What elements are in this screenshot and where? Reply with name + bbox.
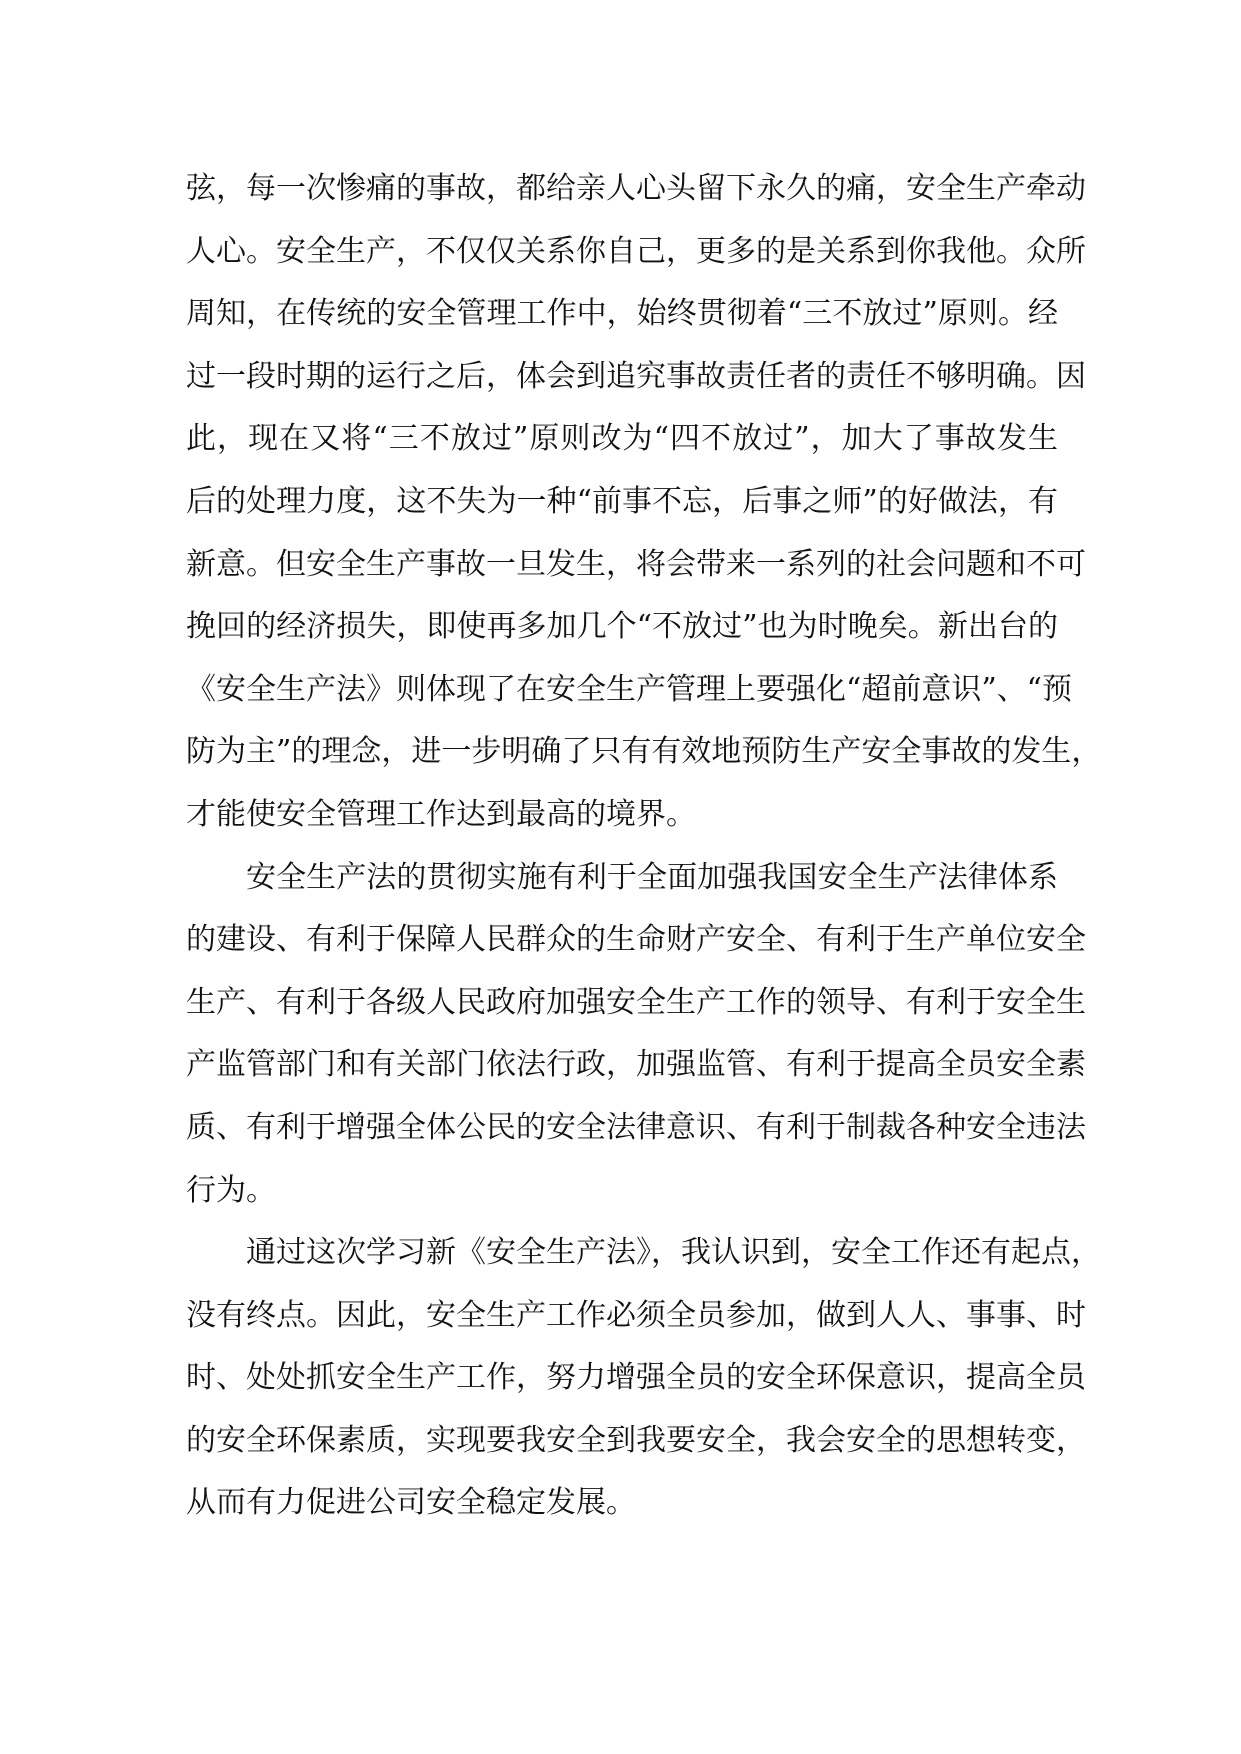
paragraph-1	[186, 158, 1102, 847]
text-line: 的安全环保素质，实现要我安全到我要安全，我会安全的思想转变，	[186, 1422, 1086, 1458]
text-line: 从而有力促进公司安全稳定发展。	[186, 1485, 636, 1521]
paragraph-2	[186, 847, 1086, 1223]
text-line: 后的处理力度，这不失为一种“前事不忘，后事之师”的好做法，有	[186, 483, 1058, 519]
text-line: 防为主”的理念，进一步明确了只有有效地预防生产安全事故的发生，	[186, 734, 1102, 770]
text-line: 过一段时期的运行之后，体会到追究事故责任者的责任不够明确。因	[186, 358, 1086, 394]
text-line: 行为。	[186, 1172, 276, 1208]
text-line: 此，现在又将“三不放过”原则改为“四不放过”，加大了事故发生	[186, 421, 1058, 457]
text-line: 弦，每一次惨痛的事故，都给亲人心头留下永久的痛，安全生产牵动	[186, 171, 1086, 206]
text-line: 产监管部门和有关部门依法行政，加强监管、有利于提高全员安全素	[186, 1047, 1086, 1083]
text-line: 的建设、有利于保障人民群众的生命财产安全、有利于生产单位安全	[186, 922, 1086, 958]
text-line: 才能使安全管理工作达到最高的境界。	[186, 796, 696, 832]
text-line: 新意。但安全生产事故一旦发生，将会带来一系列的社会问题和不可	[186, 546, 1086, 582]
text-line: 挽回的经济损失，即使再多加几个“不放过”也为时晚矣。新出台的	[186, 609, 1058, 645]
text-line: 安全生产法的贯彻实施有利于全面加强我国安全生产法律体系	[246, 859, 1058, 895]
text-line: 没有终点。因此，安全生产工作必须全员参加，做到人人、事事、时	[186, 1297, 1086, 1333]
text-line: 《安全生产法》则体现了在安全生产管理上要强化“超前意识”、“预	[186, 671, 1073, 707]
text-line: 质、有利于增强全体公民的安全法律意识、有利于制裁各种安全违法	[186, 1109, 1086, 1145]
paragraph-3	[186, 1222, 1101, 1535]
text-line: 通过这次学习新《安全生产法》，我认识到，安全工作还有起点，	[246, 1235, 1101, 1271]
document-body	[186, 158, 1102, 1535]
text-line: 人心。安全生产，不仅仅关系你自己，更多的是关系到你我他。众所	[186, 233, 1086, 269]
text-line: 周知，在传统的安全管理工作中，始终贯彻着“三不放过”原则。经	[186, 296, 1058, 332]
text-line: 生产、有利于各级人民政府加强安全生产工作的领导、有利于安全生	[186, 984, 1086, 1020]
text-line: 时、处处抓安全生产工作，努力增强全员的安全环保意识，提高全员	[186, 1360, 1086, 1396]
